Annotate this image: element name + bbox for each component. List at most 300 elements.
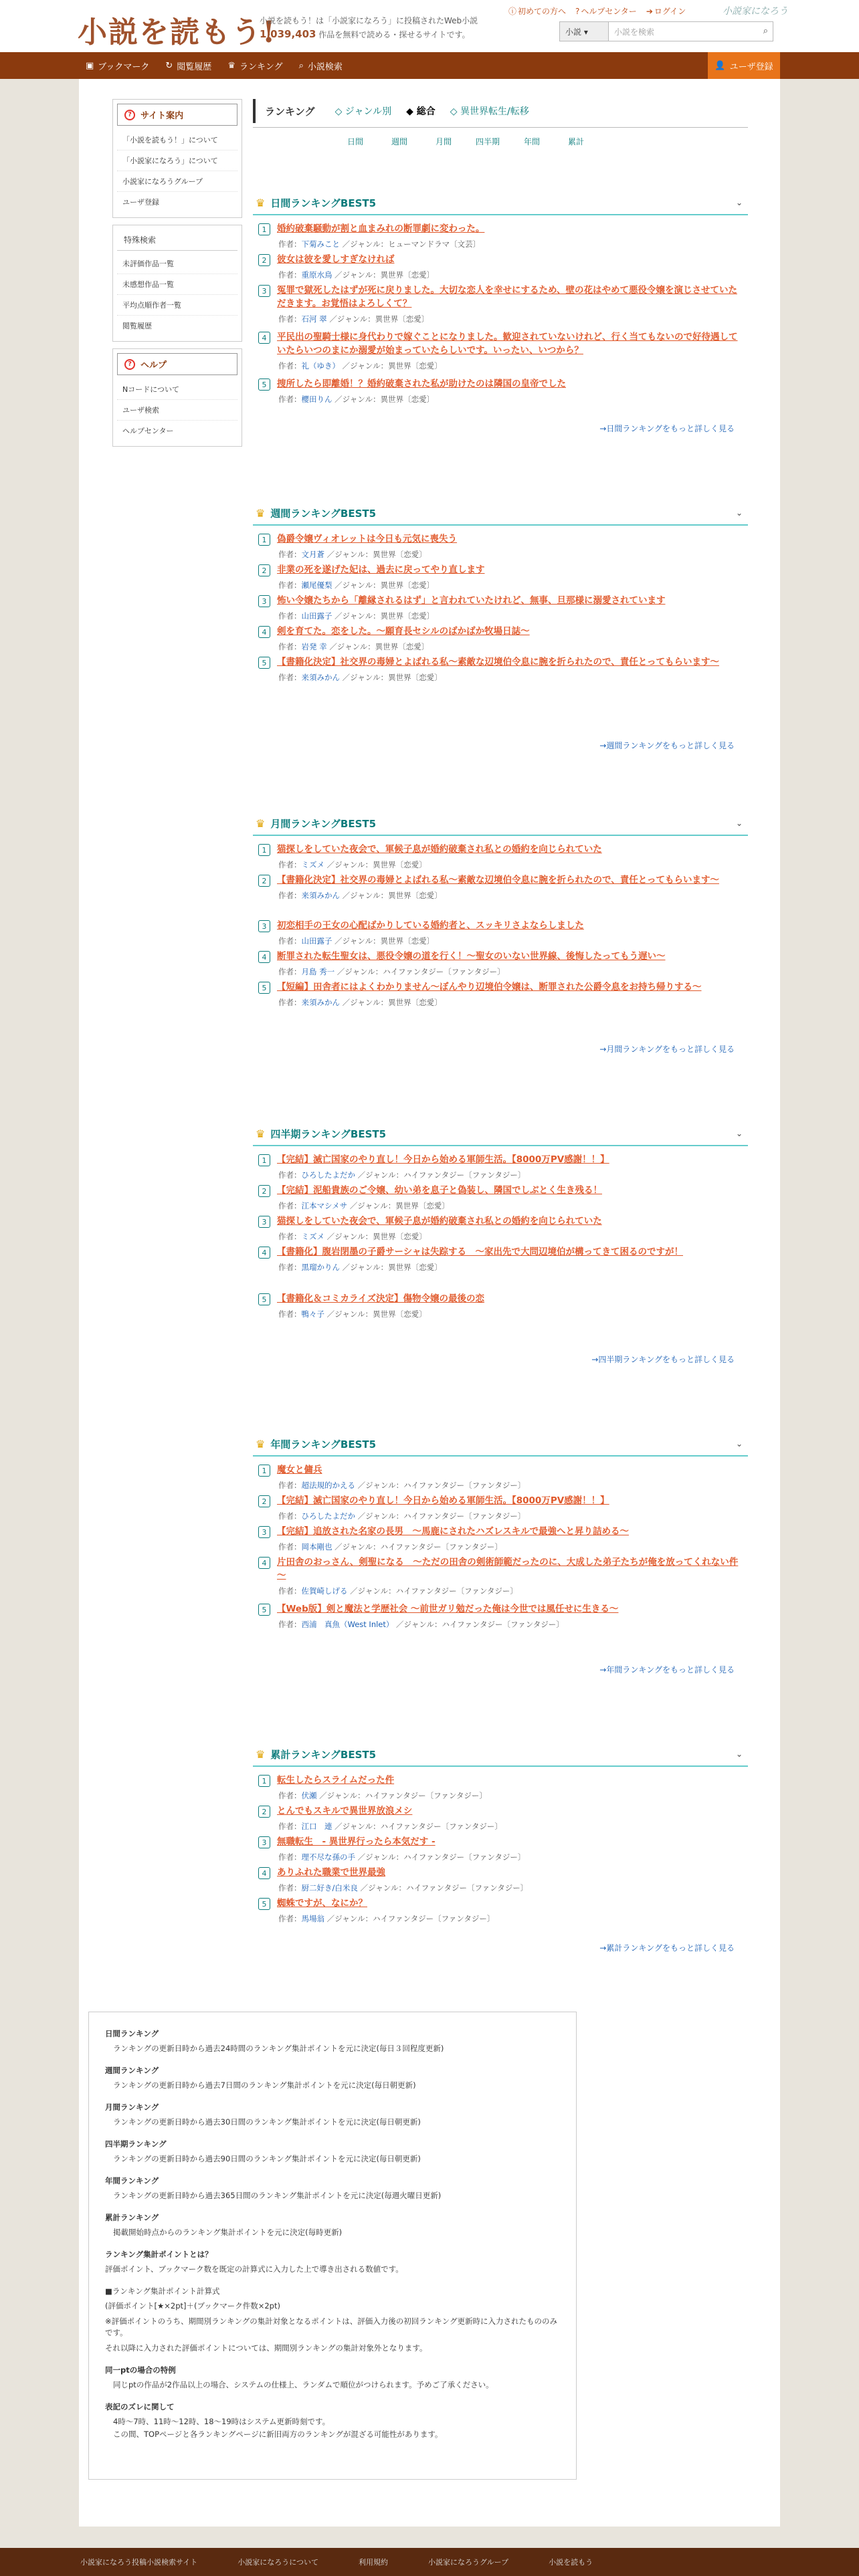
ranking-item (258, 284, 740, 324)
rank-number: 2 (258, 875, 270, 887)
section-heading[interactable] (253, 191, 748, 215)
rank-number: 5 (258, 379, 270, 391)
register-button[interactable]: 👤 ユーザ登録 (708, 52, 780, 79)
novel-meta (277, 1619, 740, 1630)
section-heading[interactable] (253, 1122, 748, 1146)
genre-value: ハイファンタジー〔ファンタジー〕 (380, 1822, 502, 1831)
chevron-down-icon[interactable]: ⌄ (735, 1749, 743, 1759)
author-label: 作者： (278, 673, 302, 682)
rank-number: 1 (258, 1154, 270, 1166)
author-link[interactable]: ミズメ (301, 1232, 324, 1241)
tagline: 小説を読もう！は「小説家になろう」に投稿されたWeb小説 (260, 16, 478, 25)
chevron-down-icon[interactable]: ⌄ (735, 819, 743, 828)
period-quarterly[interactable]: 四半期 (475, 137, 500, 146)
sidebar (112, 99, 242, 453)
more-ranking-link[interactable]: →四半期ランキングをもっと詳しく見る (591, 1355, 735, 1364)
genre-label: ／ジャンル： (360, 1883, 407, 1893)
novel-title-link[interactable]: ありふれた職業で世界最強 (277, 1867, 385, 1878)
novel-meta (277, 611, 740, 621)
genre-value: 異世界〔恋愛〕 (388, 1263, 442, 1272)
novel-title-link[interactable]: 【書籍化】腹岩閉墨の子爵サーシャは失踪する ～家出先で大問辺境伯が構ってきて困るのですが！ (277, 1247, 683, 1257)
narou-logo[interactable]: 小説家になろう (723, 6, 788, 17)
novel-meta (277, 966, 740, 977)
genre-value: ハイファンタジー〔ファンタジー〕 (383, 967, 505, 976)
genre-label: ／ジャンル： (342, 673, 389, 682)
formula-note: それ以降に入力された評価ポイントについては、期間別ランキングの集計対象外となります。 (105, 2343, 427, 2353)
novel-meta (277, 890, 740, 901)
ranking-section (253, 191, 748, 445)
rank-number: 5 (258, 1898, 270, 1910)
author-label: 作者： (278, 270, 302, 280)
section-heading[interactable] (253, 1432, 748, 1457)
ranking-item (258, 1555, 740, 1596)
tab-divider (253, 127, 748, 128)
ranking-item (258, 1292, 740, 1319)
novel-meta (277, 1200, 740, 1211)
ranking-item (258, 532, 740, 560)
genre-label: ／ジャンル： (342, 239, 389, 249)
rank-number: 3 (258, 1836, 270, 1848)
period-yearly[interactable]: 年間 (523, 137, 540, 146)
ranking-item (258, 873, 740, 901)
help-heading: ? ヘルプ (117, 353, 237, 375)
author-link[interactable]: 来須みかん (301, 891, 340, 900)
novel-title-link[interactable]: 剣を育てた。恋をした。～願育長セシルのばかばか牧場日誌～ (277, 626, 530, 637)
genre-value: ハイファンタジー〔ファンタジー〕 (403, 1511, 526, 1521)
author-label: 作者： (278, 1914, 302, 1923)
sidebar-item-history[interactable]: 閲覧履歴 (122, 322, 152, 330)
explain-body: ランキングの更新日時から過去90日間のランキング集計ポイントを元に決定(毎日朝更新) (113, 2154, 421, 2163)
rank-number: 1 (258, 534, 270, 546)
ranking-item (258, 1525, 740, 1552)
tab-overall[interactable]: ◆ 総合 (406, 106, 436, 117)
novel-meta (277, 360, 740, 371)
genre-label: ／ジャンル： (335, 395, 381, 404)
genre-value: 異世界〔恋愛〕 (380, 611, 435, 621)
author-link[interactable]: ひろしたよだか (301, 1511, 355, 1521)
novel-meta (277, 1852, 740, 1862)
author-label: 作者： (278, 1309, 302, 1319)
novel-title-link[interactable]: 断罪された転生聖女は、悪役令嬢の道を行く！～聖女のいない世界線、後悔したってもう遅い～ (277, 951, 666, 962)
crown-icon: ♛ (256, 506, 266, 520)
section-heading[interactable] (253, 1743, 748, 1767)
genre-value: 異世界〔恋愛〕 (380, 936, 435, 946)
genre-value: 異世界〔恋愛〕 (388, 673, 442, 682)
rank-number: 3 (258, 1216, 270, 1228)
novel-meta (277, 672, 740, 683)
sidebar-item-about-narou[interactable]: 「小説家になろう」について (117, 150, 237, 171)
author-link[interactable]: 礼（ゆき） (301, 361, 340, 370)
genre-value: 異世界〔恋愛〕 (380, 395, 435, 404)
help-icon: ? (575, 7, 580, 16)
explain-body: ランキングの更新日時から過去365日間のランキング集計ポイントを元に決定(毎週火曜日更新) (113, 2191, 442, 2200)
ranking-section (253, 502, 748, 756)
novel-title-link[interactable]: 【完結】追放された名家の長男 ～馬鹿にされたハズレスキルで最強へと昇り詰める～ (277, 1526, 629, 1537)
novel-meta (277, 936, 740, 946)
author-label: 作者： (278, 1883, 302, 1893)
novel-title-link[interactable]: 片田舎のおっさん、剣聖になる ～ただの田舎の剣術師範だったのに、大成した弟子たちが俺を放ってくれない件～ (277, 1557, 739, 1581)
novel-title-link[interactable]: 冤罪で獄死したはずが死に戻りました。大切な恋人を幸せにするため、壁の花はやめて悪役令嬢を演じさせていただきます。お覚悟はよろしくて？ (277, 285, 737, 309)
author-label: 作者： (278, 967, 302, 976)
author-link[interactable]: 櫻田りん (301, 395, 332, 404)
novel-title-link[interactable]: 無職転生 - 異世界行ったら本気だす - (277, 1836, 436, 1847)
ranking-item (258, 594, 740, 621)
novel-title-link[interactable]: 【書籍化決定】社交界の毒婦とよばれる私～素敵な辺境伯令息に腕を折られたので、責任とってもらいます～ (277, 875, 719, 885)
ranking-item (258, 1463, 740, 1491)
author-link[interactable]: 山田露子 (301, 611, 332, 621)
site-guide-heading: ? サイト案内 (117, 104, 237, 126)
novel-title-link[interactable]: とんでもスキルで異世界放浪メシ (277, 1806, 413, 1816)
novel-title-link[interactable]: 猫探しをしていた夜会で、軍候子息が婚約破棄され私との婚約を向じられていた (277, 844, 602, 855)
more-ranking-link[interactable]: →累計ランキングをもっと詳しく見る (599, 1943, 735, 1953)
genre-label: ／ジャンル： (342, 1263, 389, 1272)
ranking-item (258, 1245, 740, 1273)
first-time-link[interactable]: ⓘ 初めての方へ (508, 7, 567, 16)
author-link[interactable]: 下菊みこと (301, 239, 340, 249)
search-type-select[interactable]: 小説 ▾ (559, 21, 609, 41)
special-search-heading: 特殊検索 (117, 229, 237, 251)
section-title: 週間ランキングBEST5 (270, 507, 377, 520)
author-label: 作者： (278, 1481, 302, 1490)
novel-meta (277, 1231, 740, 1242)
ranking-item (258, 843, 740, 870)
genre-label: ／ジャンル： (342, 891, 389, 900)
explain-head: 累計ランキング (105, 2213, 159, 2222)
help-center-link[interactable]: ? ヘルプセンター (575, 7, 637, 16)
tab-genre[interactable]: ◇ ジャンル別 (335, 106, 392, 117)
chevron-down-icon[interactable]: ⌄ (735, 508, 743, 518)
novel-title-link[interactable]: 【Web版】剣と魔法と学歴社会 ～前世ガリ勉だった俺は今世では風任せに生きる～ (277, 1604, 619, 1614)
author-label: 作者： (278, 1586, 302, 1596)
crown-icon: ♛ (227, 60, 235, 71)
novel-title-link[interactable]: 捜所したら即離婚！？婚約破棄された私が助けたのは隣国の皇帝でした (277, 379, 566, 389)
author-link[interactable]: 山田露子 (301, 936, 332, 946)
genre-label: ／ジャンル： (350, 1586, 396, 1596)
author-link[interactable]: 瀬尾優梨 (301, 580, 332, 590)
ranking-item (258, 563, 740, 591)
author-link[interactable]: 佐賀崎しげる (301, 1586, 348, 1596)
ranking-item (258, 1214, 740, 1242)
author-link[interactable]: 月島 秀一 (301, 967, 335, 976)
author-link[interactable]: 理不尽な孫の手 (301, 1852, 355, 1862)
novel-title-link[interactable]: 怖い令嬢たちから「離縁されるはず」と言われていたけれど、無事、旦那様に溺愛されています (277, 595, 666, 606)
novel-title-link[interactable]: 【完結】泥船貴族のご令嬢、幼い弟を息子と偽装し、隣国でしぶとく生き残る！ (277, 1185, 602, 1196)
ranking-section (253, 1432, 748, 1687)
search-input[interactable]: 小説を検索 (609, 21, 773, 41)
novel-title-link[interactable]: 猫探しをしていた夜会で、軍候子息が婚約破棄され私との婚約を向じられていた (277, 1216, 602, 1226)
info-icon: ⓘ (508, 7, 517, 16)
genre-label: ／ジャンル： (357, 1511, 404, 1521)
novel-meta (277, 1541, 740, 1552)
novel-title-link[interactable]: 【完結】滅亡国家のやり直し！今日から始める軍師生活。【8000万PV感謝！！】 (277, 1154, 609, 1165)
rank-number: 2 (258, 254, 270, 266)
novel-title-link[interactable]: 【書籍化決定】社交界の毒婦とよばれる私～素敵な辺境伯令息に腕を折られたので、責任とってもらいます～ (277, 657, 719, 667)
ranking-item (258, 1866, 740, 1893)
rank-number: 4 (258, 1247, 270, 1259)
sidebar-item-unreviewed[interactable]: 未感想作品一覧 (117, 274, 237, 295)
novel-meta (277, 1309, 740, 1319)
author-link[interactable]: 石河 翠 (301, 314, 327, 324)
points-body: 評価ポイント、ブックマーク数を既定の計算式に入力した上で導き出される数値です。 (105, 2264, 403, 2274)
novel-title-link[interactable]: 彼女は彼を愛しすぎなければ (277, 254, 395, 265)
explain-head: 日間ランキング (105, 2029, 159, 2038)
section-title: 年間ランキングBEST5 (270, 1438, 377, 1451)
genre-label: ／ジャンル： (357, 1170, 404, 1180)
genre-label: ／ジャンル： (357, 1481, 404, 1490)
genre-label: ／ジャンル： (342, 361, 389, 370)
novel-title-link[interactable]: 非業の死を遂げた妃は、過去に戻ってやり直します (277, 564, 485, 575)
ranking-tabbar (253, 99, 748, 123)
author-label: 作者： (278, 1791, 302, 1800)
genre-label: ／ジャンル： (337, 967, 383, 976)
ranking-item (258, 1835, 740, 1862)
novel-meta (277, 641, 740, 652)
nav-history[interactable]: ↻ 閲覧履歴 (165, 60, 212, 72)
novel-title-link[interactable]: 【短編】田舎者にはよくわかりません～ぼんやり辺境伯令嬢は、断罪された公爵令息をお持ち帰りする～ (277, 982, 702, 992)
sidebar-item-average[interactable]: 平均点順作者一覧 (117, 295, 237, 316)
main-nav (0, 52, 859, 79)
footer-link[interactable]: 小説家になろう投稿小説検索サイト (80, 2558, 198, 2567)
genre-label: ／ジャンル： (335, 1822, 381, 1831)
period-weekly[interactable]: 週間 (391, 137, 407, 146)
ranking-item (258, 655, 740, 683)
author-label: 作者： (278, 361, 302, 370)
author-link[interactable]: 鴨々子 (301, 1309, 324, 1319)
more-ranking-link[interactable]: →月間ランキングをもっと詳しく見る (599, 1045, 735, 1054)
rank-number: 1 (258, 1465, 270, 1477)
question-icon: ? (124, 110, 135, 120)
search-box (559, 21, 773, 41)
rank-number: 2 (258, 564, 270, 576)
rank-number: 3 (258, 1526, 270, 1538)
ranking-explanation (88, 2012, 577, 2480)
genre-value: 異世界〔恋愛〕 (388, 998, 442, 1007)
more-ranking-link[interactable]: →日間ランキングをもっと詳しく見る (599, 424, 735, 433)
author-link[interactable]: 西浦 真魚（West Inlet） (301, 1620, 394, 1629)
author-label: 作者： (278, 550, 302, 559)
ranking-section (253, 812, 748, 1066)
genre-value: 異世界〔恋愛〕 (373, 1309, 427, 1319)
points-head: ランキング集計ポイントとは？ (105, 2250, 213, 2259)
ranking-item (258, 222, 740, 249)
ranking-section (253, 1743, 748, 1997)
genre-label: ／ジャンル： (396, 1620, 442, 1629)
user-icon: 👤 (714, 60, 726, 71)
period-total[interactable]: 累計 (567, 137, 584, 146)
footer-link[interactable]: 小説家になろうについて (237, 2558, 319, 2567)
ranking-item (258, 950, 740, 977)
chevron-down-icon[interactable]: ⌄ (735, 1129, 743, 1138)
author-link[interactable]: 黒瑠かりん (301, 1263, 340, 1272)
sidebar-item-unrated[interactable]: 未評価作品一覧 (117, 253, 237, 274)
explain-body: ランキングの更新日時から過去7日間のランキング集計ポイントを元に決定(毎日朝更新) (113, 2080, 416, 2090)
genre-label: ／ジャンル： (357, 1852, 404, 1862)
novel-meta (277, 1586, 740, 1596)
genre-value: 異世界〔恋愛〕 (373, 860, 427, 869)
novel-meta (277, 580, 740, 591)
delay-body: この間、TOPページと各ランキングページに新旧両方のランキングが混ざる可能性があります。 (113, 2430, 443, 2439)
sidebar-item-register[interactable]: ユーザ登録 (122, 198, 159, 207)
site-logo[interactable]: 小説を読もう! (78, 15, 277, 49)
search-icon[interactable]: ⌕ (763, 26, 768, 36)
rank-number: 3 (258, 920, 270, 932)
author-link[interactable]: 重原水鳥 (301, 270, 332, 280)
novel-meta (277, 314, 740, 324)
author-link[interactable]: ひろしたよだか (301, 1170, 355, 1180)
nav-search[interactable]: ⌕ 小説検索 (298, 60, 343, 72)
genre-value: ハイファンタジー〔ファンタジー〕 (403, 1170, 526, 1180)
site-guide-box (112, 99, 242, 218)
rank-number: 3 (258, 285, 270, 297)
genre-value: 異世界〔恋愛〕 (395, 1201, 450, 1210)
bookmark-icon: ▣ (86, 60, 94, 71)
author-label: 作者： (278, 1232, 302, 1241)
help-box (112, 348, 242, 447)
section-heading[interactable] (253, 502, 748, 526)
chevron-down-icon[interactable]: ⌄ (735, 1439, 743, 1448)
period-monthly[interactable]: 月間 (435, 137, 452, 146)
period-daily[interactable]: 日間 (347, 137, 363, 146)
ranking-item (258, 1804, 740, 1832)
genre-label: ／ジャンル： (335, 936, 381, 946)
genre-label: ／ジャンル： (335, 270, 381, 280)
ranking-item (258, 625, 740, 652)
genre-label: ／ジャンル： (329, 642, 375, 651)
novel-meta (277, 1170, 740, 1180)
author-label: 作者： (278, 1542, 302, 1551)
author-link[interactable]: 馬場翁 (301, 1914, 324, 1923)
genre-value: ハイファンタジー〔ファンタジー〕 (442, 1620, 564, 1629)
genre-label: ／ジャンル： (326, 1232, 373, 1241)
author-link[interactable]: 厨二好き/白米良 (301, 1883, 358, 1893)
top-links (508, 5, 686, 17)
ranking-item (258, 330, 740, 371)
genre-label: ／ジャンル： (335, 580, 381, 590)
footer-link[interactable]: 小説家になろうグループ (428, 2558, 509, 2567)
rank-number: 3 (258, 595, 270, 607)
site-header (0, 0, 859, 52)
login-link[interactable]: ➔ ログイン (646, 7, 686, 16)
nav-bookmark[interactable]: ▣ ブックマーク (86, 60, 150, 72)
ranking-item (258, 980, 740, 1008)
novel-title-link[interactable]: 【完結】滅亡国家のやり直し！今日から始める軍師生活。【8000万PV感謝！！】 (277, 1495, 609, 1506)
sidebar-item-ncode[interactable]: Nコードについて (117, 379, 237, 400)
sidebar-item-help-center[interactable]: ヘルプセンター (122, 427, 174, 435)
sidebar-item-group[interactable]: 小説家になろうグループ (117, 171, 237, 192)
works-suffix: 作品を無料で読める・探せるサイトです。 (318, 30, 470, 39)
login-icon: ➔ (646, 7, 653, 16)
novel-title-link[interactable]: 初恋相手の王女の心配ばかりしている婚約者と、スッキリさよならしました (277, 920, 584, 931)
author-link[interactable]: 岩発 幸 (301, 642, 327, 651)
author-link[interactable]: 超法規的かえる (301, 1481, 355, 1490)
novel-title-link[interactable]: 転生したらスライムだった件 (277, 1775, 395, 1786)
genre-value: 異世界〔恋愛〕 (373, 550, 427, 559)
novel-title-link[interactable]: 婚約破棄騒動が割と血まみれの断罪劇に変わった。 (277, 223, 485, 234)
genre-label: ／ジャンル： (319, 1791, 365, 1800)
sidebar-item-about-yomou[interactable]: 「小説を読もう！」について (117, 130, 237, 150)
author-link[interactable]: 江口 連 (301, 1822, 332, 1831)
rank-number: 1 (258, 844, 270, 856)
crown-icon: ♛ (256, 1747, 266, 1761)
rank-number: 5 (258, 982, 270, 994)
more-ranking-link[interactable]: →週間ランキングをもっと詳しく見る (599, 741, 735, 750)
author-link[interactable]: 岡本剛也 (301, 1542, 332, 1551)
footer-link[interactable]: 利用規約 (359, 2558, 389, 2567)
novel-title-link[interactable]: 【書籍化＆コミカライズ決定】傷物令嬢の最後の恋 (277, 1293, 484, 1304)
author-label: 作者： (278, 1201, 302, 1210)
explain-body: ランキングの更新日時から過去30日間のランキング集計ポイントを元に決定(毎日朝更新) (113, 2117, 421, 2127)
author-link[interactable]: 来須みかん (301, 673, 340, 682)
author-label: 作者： (278, 642, 302, 651)
author-link[interactable]: 江本マシメサ (301, 1201, 348, 1210)
section-title: 四半期ランキングBEST5 (270, 1128, 387, 1140)
author-label: 作者： (278, 239, 302, 249)
explain-head: 月間ランキング (105, 2103, 159, 2112)
ranking-item (258, 1774, 740, 1801)
ranking-item (258, 1184, 740, 1211)
chevron-down-icon[interactable]: ⌄ (735, 198, 743, 207)
footer-link[interactable]: 小説を読もう (549, 2558, 593, 2567)
rank-number: 1 (258, 1775, 270, 1787)
genre-label: ／ジャンル： (326, 1309, 373, 1319)
rank-number: 1 (258, 223, 270, 235)
search-icon: ⌕ (298, 60, 304, 71)
genre-value: ハイファンタジー〔ファンタジー〕 (373, 1914, 495, 1923)
sidebar-item-user-search[interactable]: ユーザ検索 (117, 400, 237, 421)
formula-note: ※評価ポイントのうち、期間別ランキングの集計対象となるポイントは、評価入力後の初回ランキング更新時に入力されたもののみです。 (105, 2317, 557, 2337)
novel-title-link[interactable]: 偽爵令嬢ヴィオレットは今日も元気に喪失う (277, 534, 458, 544)
tie-body: 同じptの作品が2作品以上の場合、システムの仕様上、ランダムで順位がつけられます。予めご了承ください。 (113, 2380, 494, 2389)
novel-meta (277, 1883, 740, 1893)
genre-value: 異世界〔恋愛〕 (373, 1232, 427, 1241)
explain-head: 年間ランキング (105, 2176, 159, 2185)
novel-meta (277, 859, 740, 870)
works-count (260, 28, 470, 40)
section-title: 累計ランキングBEST5 (270, 1748, 377, 1761)
novel-title-link[interactable]: 蜘蛛ですが、なにか？ (277, 1898, 367, 1909)
history-icon: ↻ (165, 60, 173, 71)
genre-label: ／ジャンル： (326, 550, 373, 559)
author-link[interactable]: 来須みかん (301, 998, 340, 1007)
delay-head: 表記のズレに関して (105, 2402, 175, 2411)
more-ranking-link[interactable]: →年間ランキングをもっと詳しく見る (599, 1665, 735, 1675)
novel-meta (277, 1480, 740, 1491)
genre-value: ハイファンタジー〔ファンタジー〕 (395, 1586, 518, 1596)
ranking-item (258, 1897, 740, 1924)
ranking-item (258, 1153, 740, 1180)
genre-value: ハイファンタジー〔ファンタジー〕 (406, 1883, 529, 1893)
nav-ranking[interactable]: ♛ ランキング (227, 60, 283, 72)
genre-value: 異世界〔恋愛〕 (380, 580, 435, 590)
novel-meta (277, 1913, 740, 1924)
rank-number: 4 (258, 951, 270, 963)
section-heading[interactable] (253, 812, 748, 836)
tab-isekai[interactable]: ◇ 異世界転生/転移 (450, 106, 529, 117)
genre-value: 異世界〔恋愛〕 (388, 891, 442, 900)
author-label: 作者： (278, 314, 302, 324)
tie-head: 同一ptの場合の特例 (105, 2365, 176, 2375)
author-label: 作者： (278, 936, 302, 946)
rank-number: 2 (258, 1185, 270, 1197)
novel-title-link[interactable]: 魔女と傭兵 (277, 1465, 322, 1475)
novel-title-link[interactable]: 平民出の聖騎士様に身代わりで嫁ぐことになりました。歓迎されていないけれど、行く当てもないので好待遇していたらいつのまにか溺愛が始まっていたらしいです。いったい、いつから？ (277, 332, 738, 356)
explain-head: 四半期ランキング (105, 2139, 167, 2149)
formula-head: ■ランキング集計ポイント計算式 (105, 2286, 220, 2296)
author-link[interactable]: 文月蒼 (301, 550, 324, 559)
author-link[interactable]: ミズメ (301, 860, 324, 869)
author-label: 作者： (278, 1170, 302, 1180)
author-link[interactable]: 伏瀬 (301, 1791, 317, 1800)
